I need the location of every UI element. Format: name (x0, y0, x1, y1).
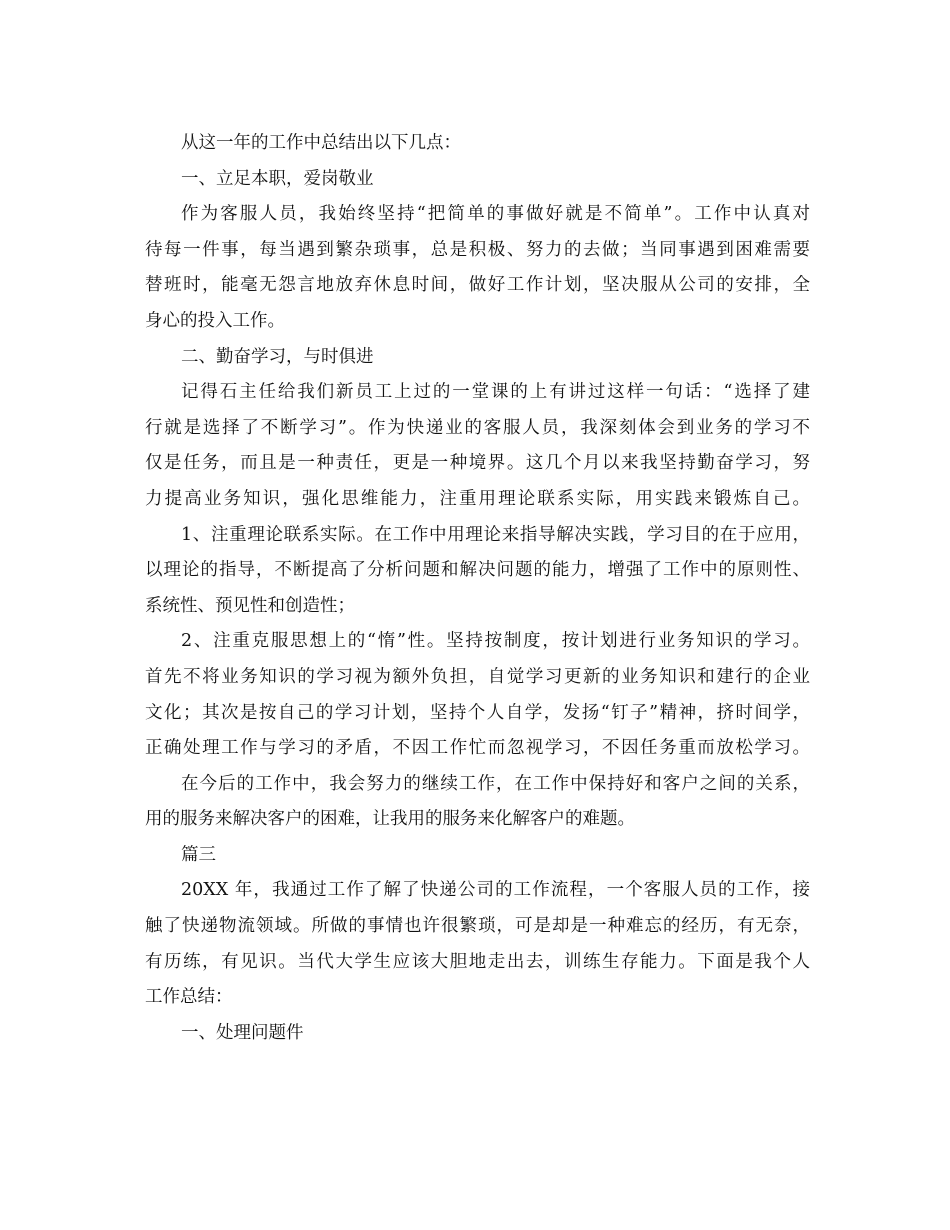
text-line: 身心的投入工作。 (145, 310, 285, 331)
text-line: 文化；其次是按自己的学习计划，坚持个人自学，发扬“钉子”精神，挤时间学， (145, 702, 810, 723)
text-line: 工作总结： (145, 987, 233, 1008)
text-line: 触了快递物流领域。所做的事情也许很繁琐，可是却是一种难忘的经历，有无奈， (145, 916, 810, 937)
text-line: 替班时，能毫无怨言地放弃休息时间，做好工作计划，坚决服从公司的安排，全 (145, 275, 810, 296)
text-line: 力提高业务知识，强化思维能力，注重用理论联系实际，用实践来锻炼自己。 (145, 488, 810, 509)
text-line: 待每一件事，每当遇到繁杂琐事，总是积极、努力的去做；当同事遇到困难需要 (145, 239, 810, 260)
text-line: 1、注重理论联系实际。在工作中用理论来指导解决实践，学习目的在于应用， (181, 524, 810, 545)
text-line: 首先不将业务知识的学习视为额外负担，自觉学习更新的业务知识和建行的企业 (145, 666, 810, 687)
document-body (145, 126, 810, 1051)
text-line: 一、处理问题件 (181, 1022, 304, 1043)
text-line: 用的服务来解决客户的困难，让我用的服务来化解客户的难题。 (145, 809, 635, 830)
text-line: 有历练，有见识。当代大学生应该大胆地走出去，训练生存能力。下面是我个人 (145, 951, 810, 972)
text-line: 记得石主任给我们新员工上过的一堂课的上有讲过这样一句话：“选择了建 (181, 382, 810, 403)
text-line: 在今后的工作中，我会努力的继续工作，在工作中保持好和客户之间的关系， (181, 773, 810, 794)
text-line: 正确处理工作与学习的矛盾，不因工作忙而忽视学习，不因任务重而放松学习。 (145, 738, 810, 759)
text-line: 篇三 (181, 844, 216, 865)
text-line: 系统性、预见性和创造性； (145, 595, 355, 616)
text-line: 行就是选择了不断学习”。作为快递业的客服人员，我深刻体会到业务的学习不 (145, 417, 810, 438)
text-line: 2、注重克服思想上的“惰”性。坚持按制度，按计划进行业务知识的学习。 (181, 631, 810, 652)
text-line: 仅是任务，而且是一种责任，更是一种境界。这几个月以来我坚持勤奋学习，努 (145, 453, 810, 474)
text-line: 以理论的指导，不断提高了分析问题和解决问题的能力，增强了工作中的原则性、 (145, 560, 810, 581)
text-line: 二、勤奋学习，与时俱进 (181, 346, 374, 367)
text-line: 一、立足本职，爱岗敬业 (181, 168, 374, 189)
text-line: 从这一年的工作中总结出以下几点： (181, 133, 461, 153)
text-line: 20XX 年，我通过工作了解了快递公司的工作流程，一个客服人员的工作，接 (181, 880, 810, 901)
text-line: 作为客服人员，我始终坚持“把简单的事做好就是不简单”。工作中认真对 (181, 204, 810, 225)
